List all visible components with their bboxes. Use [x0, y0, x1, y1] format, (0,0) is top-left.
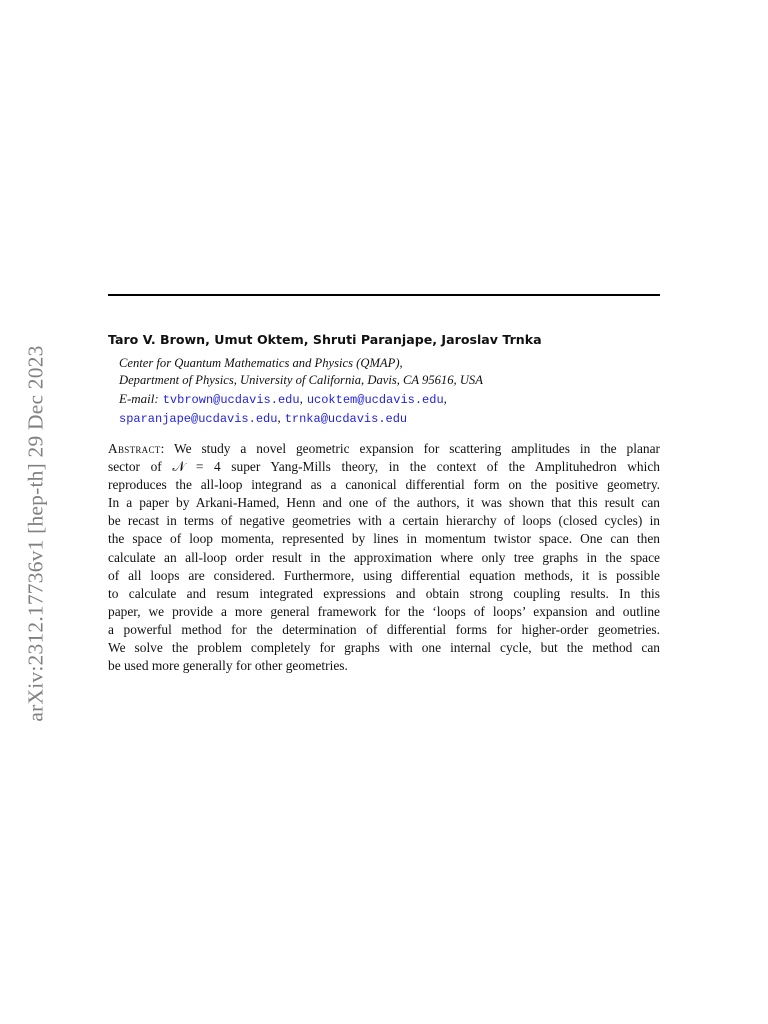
abstract-line: paper, we provide a more general framework for the ‘loops of loops’ expansion and outline — [108, 603, 660, 619]
abstract-line: be used more generally for other geometries. — [108, 658, 348, 674]
abstract-line: be recast in terms of negative geometries with a certain hierarchy of loops (closed cycles) in — [108, 513, 660, 529]
email-link-trnka[interactable]: trnka@ucdavis.edu — [284, 412, 408, 426]
author-list: Taro V. Brown, Umut Oktem, Shruti Paranjape, Jaroslav Trnka — [108, 332, 542, 347]
email-separator: , — [299, 391, 303, 406]
email-line-2 — [119, 410, 407, 426]
abstract-line: a powerful method for the determination of differential forms for higher-order geometries. — [108, 621, 660, 637]
abstract-line: In a paper by Arkani-Hamed, Henn and one of the authors, it was shown that this result can — [108, 495, 660, 511]
abstract-line: the space of loop momenta, represented by lines in momentum twistor space. One can then — [108, 531, 660, 547]
abstract-line-text: We study a novel geometric expansion for scattering amplitudes in the planar — [174, 441, 660, 456]
email-label: E-mail: — [119, 391, 159, 406]
abstract-line: to calculate and resum integrated expressions and obtain strong coupling results. In this — [108, 585, 660, 601]
affiliation-line-1: Center for Quantum Mathematics and Physics (QMAP), — [119, 356, 403, 370]
email-link-oktem[interactable]: ucoktem@ucdavis.edu — [306, 393, 444, 407]
email-line-1 — [119, 391, 447, 407]
abstract-heading-colon: : — [160, 441, 165, 456]
affiliation-line-2: Department of Physics, University of California, Davis, CA 95616, USA — [119, 373, 483, 387]
abstract — [108, 440, 660, 675]
abstract-heading: Abstract — [108, 441, 161, 456]
abstract-line: sector of 𝒩 = 4 super Yang-Mills theory, in the context of the Amplituhedron which — [108, 459, 660, 475]
email-separator: , — [443, 391, 447, 406]
abstract-line: of all loops are considered. Furthermore, using differential equation methods, it is possible — [108, 567, 660, 583]
arxiv-identifier-stamp — [22, 318, 50, 748]
email-link-paranjape[interactable]: sparanjape@ucdavis.edu — [119, 412, 278, 426]
email-link-brown[interactable]: tvbrown@ucdavis.edu — [162, 393, 300, 407]
abstract-line: calculate an all-loop order result in the approximation where only tree graphs in the space — [108, 549, 660, 565]
abstract-line: We solve the problem completely for graphs with one internal cycle, but the method can — [108, 640, 660, 656]
arxiv-identifier-text: arXiv:2312.17736v1 [hep-th] 29 Dec 2023 — [23, 344, 48, 722]
title-rule — [108, 294, 660, 296]
abstract-line — [108, 440, 660, 458]
abstract-line: reproduces the all-loop integrand as a canonical differential form on the positive geometry. — [108, 477, 660, 493]
email-separator: , — [277, 410, 281, 425]
